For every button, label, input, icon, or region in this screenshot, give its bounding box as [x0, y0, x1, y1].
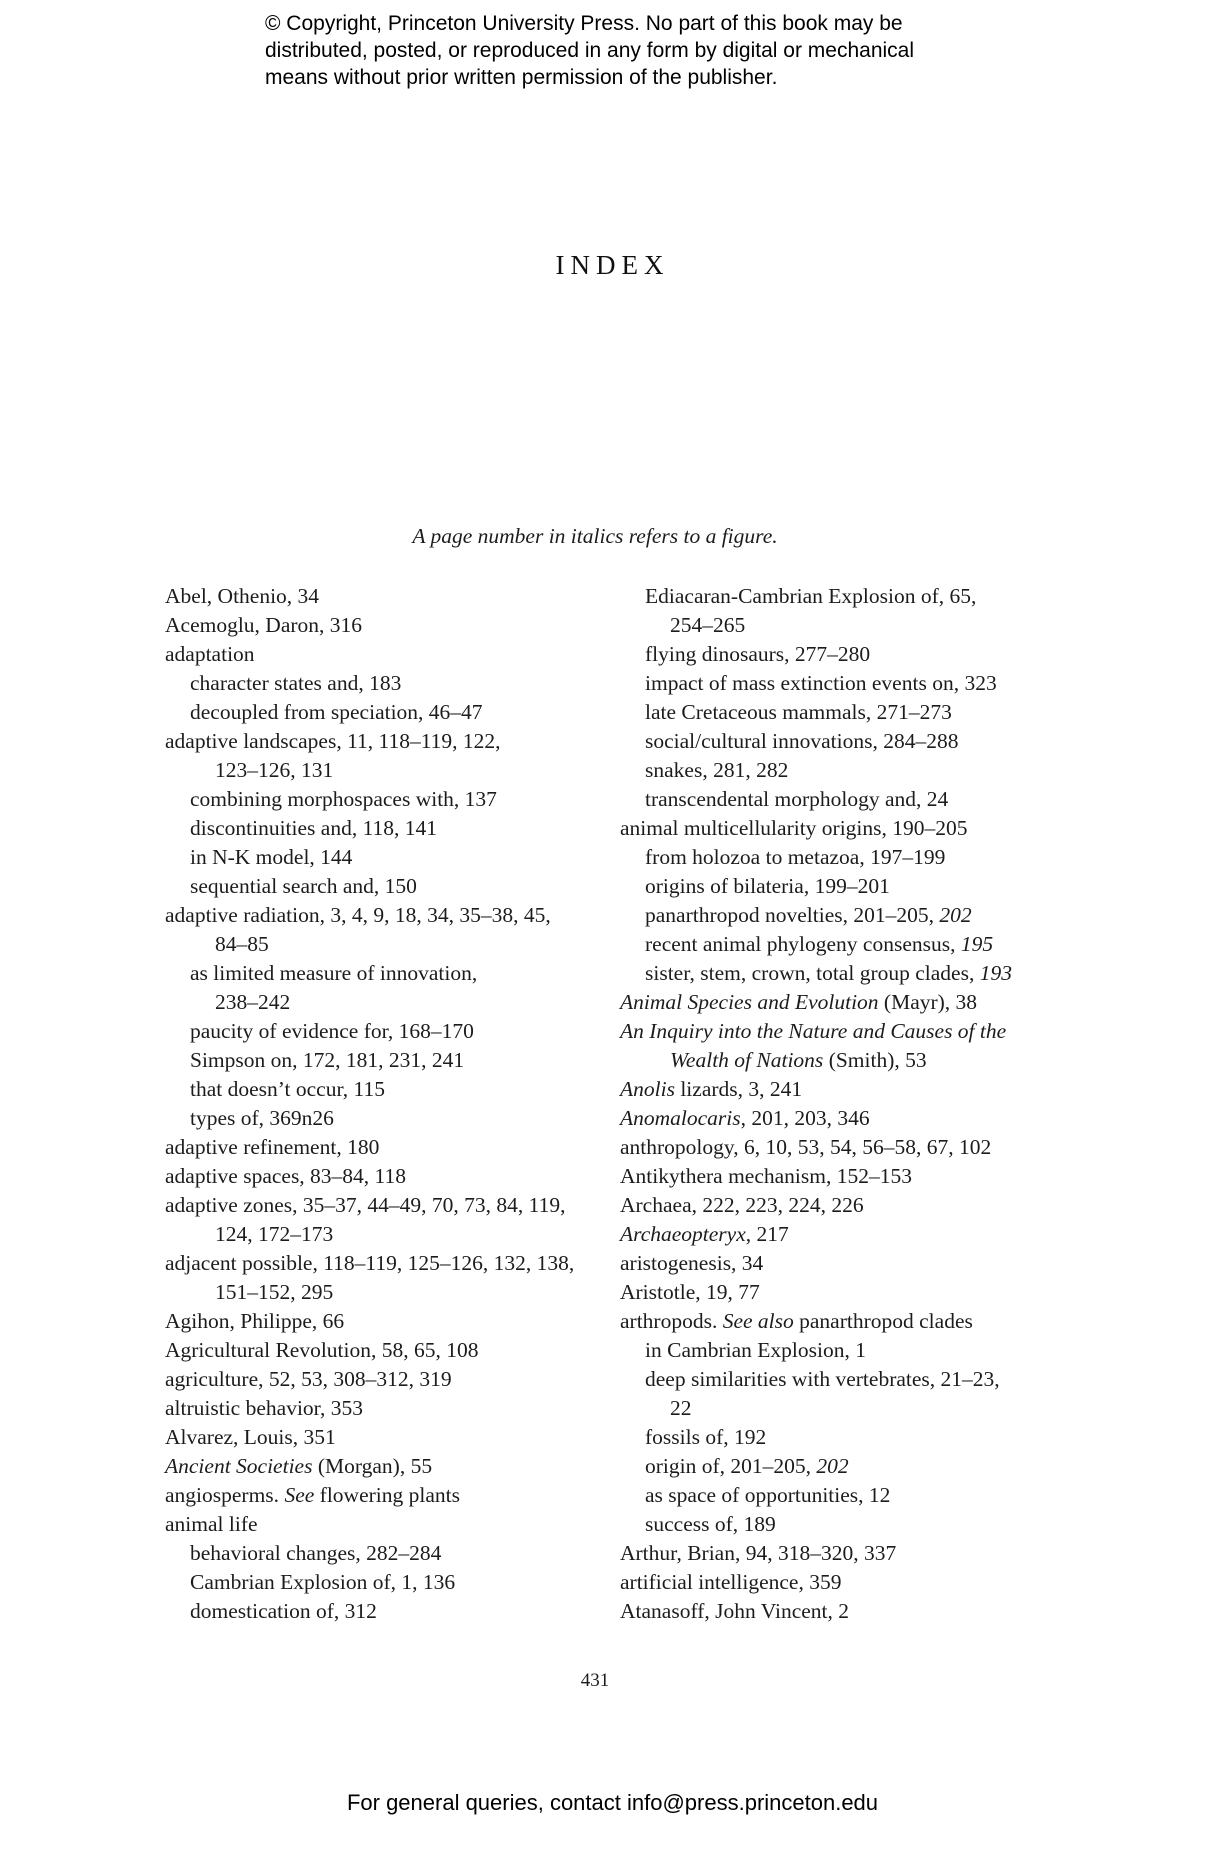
index-entry-text: origins of bilateria, 199–201 [645, 874, 890, 898]
index-entry [620, 872, 1090, 901]
index-entry [620, 1568, 1090, 1597]
index-entry-text: adaptive landscapes, 11, 118–119, 122, [165, 729, 501, 753]
index-entry [620, 582, 1090, 611]
index-entry-text: paucity of evidence for, 168–170 [190, 1019, 474, 1043]
index-entry [620, 727, 1090, 756]
index-entry-text: Antikythera mechanism, 152–153 [620, 1164, 912, 1188]
index-entry-text: types of, 369n26 [190, 1106, 334, 1130]
index-entry [620, 843, 1090, 872]
index-entry [620, 1046, 1090, 1075]
index-entry-text: as space of opportunities, 12 [645, 1483, 891, 1507]
index-entry-text: , 201, 203, 346 [740, 1106, 870, 1130]
index-entry-text: Agihon, Philippe, 66 [165, 1309, 345, 1333]
index-entry-text: 22 [670, 1396, 692, 1420]
index-column-left [165, 582, 625, 1626]
index-entry-text: Alvarez, Louis, 351 [165, 1425, 336, 1449]
index-entry [620, 756, 1090, 785]
index-entry-text: Agricultural Revolution, 58, 65, 108 [165, 1338, 479, 1362]
index-entry-text: Ediacaran-Cambrian Explosion of, 65, [645, 584, 977, 608]
index-entry-text: 195 [960, 932, 994, 956]
copyright-line: © Copyright, Princeton University Press. No part of this book may be [265, 12, 903, 35]
index-entry-text: flying dinosaurs, 277–280 [645, 642, 871, 666]
index-entry [165, 1452, 625, 1481]
index-entry-text: animal life [165, 1512, 258, 1536]
index-entry [165, 930, 625, 959]
index-entry [165, 756, 625, 785]
index-entry [165, 1046, 625, 1075]
index-entry-text: An Inquiry into the Nature and Causes of the [620, 1019, 1007, 1043]
index-entry [620, 1104, 1090, 1133]
index-entry-text: adaptive zones, 35–37, 44–49, 70, 73, 84, 119, [165, 1193, 566, 1217]
index-column-right [620, 582, 1090, 1626]
footer-contact: For general queries, contact info@press.princeton.edu [346, 1790, 879, 1815]
index-entry-text: character states and, 183 [190, 671, 402, 695]
index-entry-text: behavioral changes, 282–284 [190, 1541, 442, 1565]
index-entry-text: 123–126, 131 [215, 758, 334, 782]
index-entry-text: sister, stem, crown, total group clades, [645, 961, 980, 985]
index-entry [620, 1307, 1090, 1336]
index-entry [165, 611, 625, 640]
index-entry-text: snakes, 281, 282 [645, 758, 789, 782]
index-entry-text: adaptive radiation, 3, 4, 9, 18, 34, 35–38, 45, [165, 903, 551, 927]
index-entry [620, 1597, 1090, 1626]
index-entry-text: that doesn’t occur, 115 [190, 1077, 385, 1101]
page-title: INDEX [555, 250, 670, 280]
copyright-notice [265, 10, 1025, 91]
index-entry-text: (Mayr), 38 [878, 990, 978, 1014]
index-entry [620, 1162, 1090, 1191]
index-entry [620, 1133, 1090, 1162]
index-entry [165, 727, 625, 756]
copyright-line: distributed, posted, or reproduced in any form by digital or mechanical [265, 39, 915, 62]
index-entry [165, 1568, 625, 1597]
index-entry-text: See [284, 1483, 315, 1507]
index-entry-text: 193 [979, 961, 1012, 985]
index-entry [165, 1365, 625, 1394]
index-entry [165, 582, 625, 611]
index-entry [165, 1017, 625, 1046]
index-entry [620, 1481, 1090, 1510]
index-entry [620, 1394, 1090, 1423]
index-entry-text: Arthur, Brian, 94, 318–320, 337 [620, 1541, 897, 1565]
index-entry [620, 1365, 1090, 1394]
index-entry [165, 872, 625, 901]
index-entry [620, 1249, 1090, 1278]
index-entry-text: agriculture, 52, 53, 308–312, 319 [165, 1367, 452, 1391]
index-entry-text: Archaeopteryx [620, 1222, 746, 1246]
copyright-line: means without prior written permission of the publisher. [265, 66, 778, 89]
index-entry [620, 669, 1090, 698]
index-entry [620, 1075, 1090, 1104]
index-entry-text: Animal Species and Evolution [620, 990, 879, 1014]
index-entry [620, 1017, 1090, 1046]
index-entry [620, 1191, 1090, 1220]
index-entry-text: 202 [816, 1454, 849, 1478]
index-entry [165, 843, 625, 872]
index-entry-text: Anomalocaris [620, 1106, 741, 1130]
index-entry-text: lizards, 3, 241 [674, 1077, 803, 1101]
index-entry-text: angiosperms. [165, 1483, 285, 1507]
index-entry-text: panarthropod novelties, 201–205, [645, 903, 940, 927]
index-entry-text: 254–265 [670, 613, 746, 637]
index-entry [165, 1249, 625, 1278]
index-entry [165, 1597, 625, 1626]
index-entry [165, 698, 625, 727]
index-entry-text: animal multicellularity origins, 190–205 [620, 816, 968, 840]
index-entry [620, 1510, 1090, 1539]
index-entry [165, 988, 625, 1017]
index-entry [165, 1075, 625, 1104]
index-entry [165, 640, 625, 669]
index-entry-text: Wealth of Nations [670, 1048, 824, 1072]
index-entry-text: anthropology, 6, 10, 53, 54, 56–58, 67, 102 [620, 1135, 992, 1159]
index-entry-text: success of, 189 [645, 1512, 776, 1536]
index-entry [620, 1220, 1090, 1249]
index-entry-text: social/cultural innovations, 284–288 [645, 729, 959, 753]
index-entry-text: Anolis [620, 1077, 675, 1101]
index-entry [165, 814, 625, 843]
index-entry [165, 1336, 625, 1365]
page-number: 431 [580, 1670, 610, 1691]
index-entry-text: Ancient Societies [165, 1454, 313, 1478]
index-entry [620, 1278, 1090, 1307]
index-entry-text: adaptive spaces, 83–84, 118 [165, 1164, 407, 1188]
index-entry [165, 1481, 625, 1510]
index-entry-text: (Smith), 53 [823, 1048, 927, 1072]
index-entry-text: artificial intelligence, 359 [620, 1570, 842, 1594]
index-entry-text: Aristotle, 19, 77 [620, 1280, 760, 1304]
index-entry [620, 698, 1090, 727]
index-entry-text: fossils of, 192 [645, 1425, 767, 1449]
index-entry-text: altruistic behavior, 353 [165, 1396, 363, 1420]
index-entry-text: in N-K model, 144 [190, 845, 353, 869]
index-entry-text: 151–152, 295 [215, 1280, 334, 1304]
index-entry-text: 202 [939, 903, 972, 927]
index-entry-text: origin of, 201–205, [645, 1454, 817, 1478]
index-entry-text: 238–242 [215, 990, 291, 1014]
index-entry [620, 814, 1090, 843]
index-entry [165, 959, 625, 988]
index-entry-text: late Cretaceous mammals, 271–273 [645, 700, 952, 724]
index-entry [165, 1394, 625, 1423]
index-entry [165, 1423, 625, 1452]
index-entry-text: impact of mass extinction events on, 323 [645, 671, 997, 695]
index-entry [620, 611, 1090, 640]
index-entry-text: 84–85 [215, 932, 269, 956]
index-entry [165, 1220, 625, 1249]
index-entry-text: aristogenesis, 34 [620, 1251, 764, 1275]
index-entry-text: as limited measure of innovation, [190, 961, 478, 985]
index-entry [165, 1191, 625, 1220]
index-entry [620, 988, 1090, 1017]
index-entry [620, 930, 1090, 959]
index-entry [620, 1452, 1090, 1481]
index-entry-text: adaptive refinement, 180 [165, 1135, 380, 1159]
index-entry [165, 901, 625, 930]
index-entry-text: from holozoa to metazoa, 197–199 [645, 845, 946, 869]
index-entry-text: Cambrian Explosion of, 1, 136 [190, 1570, 456, 1594]
index-entry [165, 1278, 625, 1307]
index-entry [165, 1510, 625, 1539]
index-entry-text: 124, 172–173 [215, 1222, 334, 1246]
index-entry-text: deep similarities with vertebrates, 21–23, [645, 1367, 1000, 1391]
index-entry-text: Acemoglu, Daron, 316 [165, 613, 363, 637]
index-entry-text: (Morgan), 55 [312, 1454, 433, 1478]
index-entry [165, 1307, 625, 1336]
italics-note: A page number in italics refers to a figure. [412, 524, 778, 548]
index-entry-text: discontinuities and, 118, 141 [190, 816, 438, 840]
index-entry-text: arthropods. [620, 1309, 723, 1333]
index-entry-text: Archaea, 222, 223, 224, 226 [620, 1193, 864, 1217]
index-entry-text: Simpson on, 172, 181, 231, 241 [190, 1048, 465, 1072]
index-entry [620, 959, 1090, 988]
index-entry-text: transcendental morphology and, 24 [645, 787, 949, 811]
index-entry-text: See also [722, 1309, 794, 1333]
index-entry [620, 785, 1090, 814]
index-entry [165, 1104, 625, 1133]
index-entry [165, 785, 625, 814]
index-entry [620, 1539, 1090, 1568]
index-entry [620, 640, 1090, 669]
index-entry-text: adaptation [165, 642, 255, 666]
index-entry [165, 1133, 625, 1162]
index-entry-text: combining morphospaces with, 137 [190, 787, 497, 811]
index-entry-text: in Cambrian Explosion, 1 [645, 1338, 866, 1362]
index-entry-text: panarthropod clades [793, 1309, 973, 1333]
index-entry [620, 1336, 1090, 1365]
index-entry-text: Atanasoff, John Vincent, 2 [620, 1599, 850, 1623]
index-entry [620, 901, 1090, 930]
index-entry-text: flowering plants [314, 1483, 460, 1507]
index-entry-text: , 217 [745, 1222, 789, 1246]
index-entry [165, 669, 625, 698]
index-entry [165, 1162, 625, 1191]
index-entry [165, 1539, 625, 1568]
index-entry-text: decoupled from speciation, 46–47 [190, 700, 483, 724]
index-entry [620, 1423, 1090, 1452]
index-entry-text: adjacent possible, 118–119, 125–126, 132, 138, [165, 1251, 575, 1275]
index-entry-text: domestication of, 312 [190, 1599, 377, 1623]
index-entry-text: recent animal phylogeny consensus, [645, 932, 961, 956]
index-entry-text: Abel, Othenio, 34 [165, 584, 320, 608]
index-entry-text: sequential search and, 150 [190, 874, 417, 898]
